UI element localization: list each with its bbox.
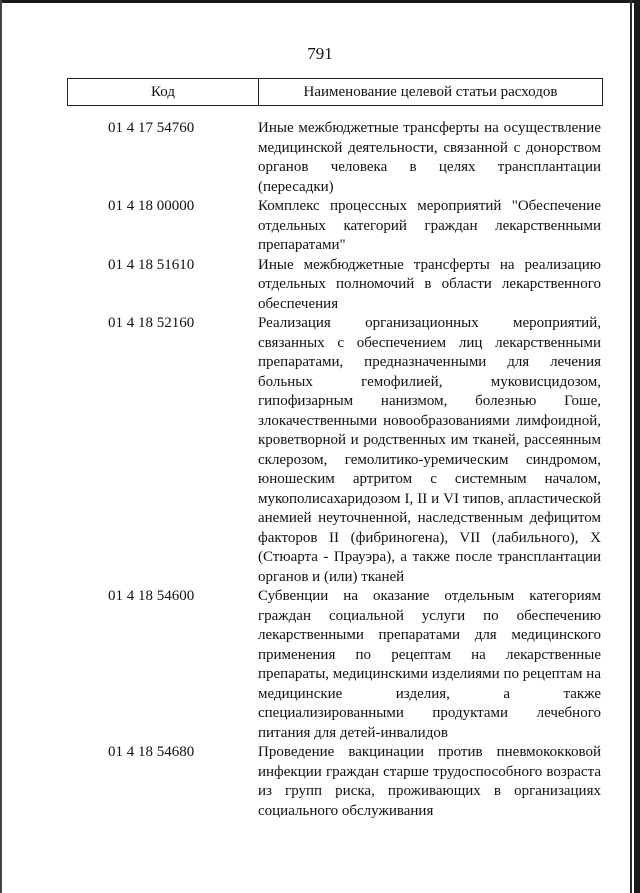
row-code: 01 4 18 51610 [108, 256, 195, 273]
row-description: Иные межбюджетные трансферты на реализацию отдельных полномочий в области лекарственного обеспечения [258, 256, 601, 312]
page-number: 791 [307, 44, 333, 63]
row-description: Реализация организационных мероприятий, связанных с обеспечением лиц лекарственными препаратами, предназначенными для лечения больных гемофилией, муковисцидозом, гипофизарным нанизмом, болезнью Гоше, злокачественными новообразованиями лимфоидной, кроветворной и родственных им тканей, рассеянным склерозом, гемолитико-уремическим синдромом, юношеским артритом с системным началом, мукополисахаридозом I, II и VI типов, апластической анемией неуточненной, наследственным дефицитом факторов II (фибриногена), VII (лабильного), X (Стюарта - Прауэра), а также после трансплантации органов и (или) тканей [258, 315, 601, 585]
scan-edge-top [0, 0, 640, 3]
table-row [0, 119, 640, 197]
row-code: 01 4 18 54600 [108, 588, 195, 604]
row-description: Проведение вакцинации против пневмококковой инфекции граждан старше трудоспособного возраста из групп риска, проживающих в организациях социального обслуживания [258, 744, 601, 819]
table-row [0, 743, 640, 821]
table-header [67, 78, 603, 106]
row-code: 01 4 17 54760 [108, 120, 195, 136]
row-description: Субвенции на оказание отдельным категориям граждан социальной услуги по обеспечению лекарственными препаратами для медицинского применения по рецептам на лекарственные препараты, медицинскими изделиями по рецептам на медицинские изделия, а также специализированными продуктами лечебного питания для детей-инвалидов [258, 588, 601, 741]
header-name: Наименование целевой статьи расходов [303, 83, 558, 100]
row-description: Иные межбюджетные трансферты на осуществление медицинской деятельности, связанной с донорством органов человека в целях трансплантации (пересадки) [258, 120, 601, 195]
row-code: 01 4 18 54680 [108, 744, 195, 760]
table-row [0, 256, 640, 315]
row-code: 01 4 18 00000 [108, 198, 195, 214]
row-description: Комплекс процессных мероприятий "Обеспечение отдельных категорий граждан лекарственными препаратами" [258, 198, 601, 253]
header-code: Код [68, 79, 259, 105]
row-code: 01 4 18 52160 [108, 315, 195, 331]
table-row [0, 314, 640, 587]
table-body [0, 119, 640, 821]
table-row [0, 587, 640, 743]
table-row [0, 197, 640, 256]
